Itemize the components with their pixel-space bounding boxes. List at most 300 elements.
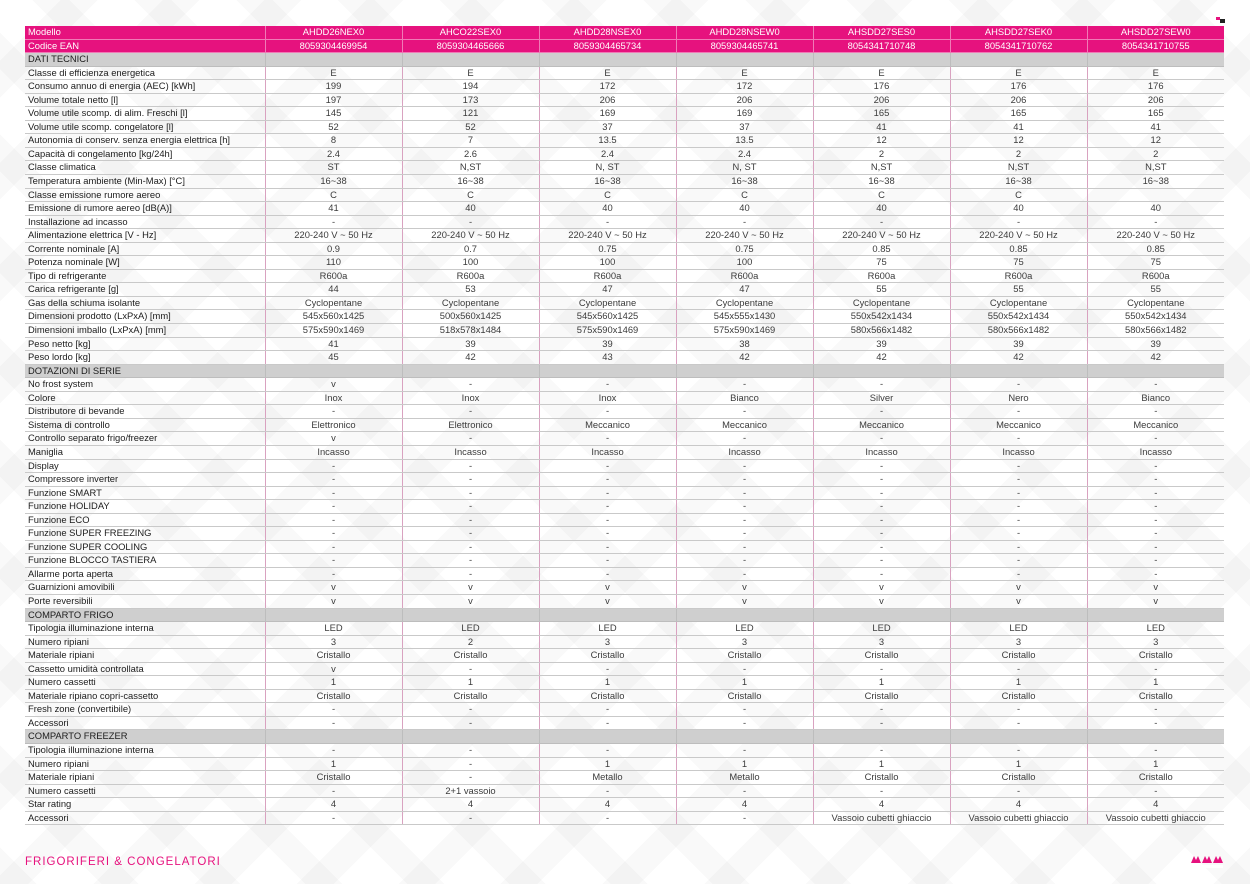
table-cell: - [1087,703,1224,717]
table-cell: v [813,581,950,595]
table-cell: - [813,743,950,757]
table-row [25,93,1224,107]
table-cell: 199 [265,80,402,94]
table-cell: v [676,581,813,595]
table-cell: R600a [813,269,950,283]
row-label: Consumo annuo di energia (AEC) [kWh] [25,80,265,94]
table-cell: - [402,215,539,229]
table-cell: - [265,473,402,487]
table-cell: 8059304465734 [539,39,676,53]
table-cell: Vassoio cubetti ghiaccio [1087,811,1224,825]
table-cell: Meccanico [676,418,813,432]
table-cell: - [813,567,950,581]
row-label: Classe emissione rumore aereo [25,188,265,202]
table-cell: - [950,662,1087,676]
table-cell: 550x542x1434 [950,310,1087,324]
table-cell: 165 [813,107,950,121]
table-cell: 55 [1087,283,1224,297]
row-label: COMPARTO FRIGO [25,608,265,622]
table-cell: - [265,527,402,541]
table-cell: - [1087,540,1224,554]
table-cell: 40 [1087,202,1224,216]
row-label: Dimensioni prodotto (LxPxA) [mm] [25,310,265,324]
table-cell: Cristallo [676,649,813,663]
table-row [25,134,1224,148]
table-cell: Cyclopentane [539,296,676,310]
table-cell [265,364,402,378]
table-cell: - [265,567,402,581]
table-row [25,500,1224,514]
table-row [25,662,1224,676]
table-cell: E [265,66,402,80]
table-cell [539,53,676,67]
table-cell: 220-240 V ~ 50 Hz [813,229,950,243]
table-cell: - [676,459,813,473]
table-cell: 176 [1087,80,1224,94]
row-label: Distributore di bevande [25,405,265,419]
table-cell: 42 [950,351,1087,365]
table-cell [950,364,1087,378]
table-cell: Vassoio cubetti ghiaccio [950,811,1087,825]
table-cell: 4 [950,798,1087,812]
table-cell: - [813,486,950,500]
table-cell: 12 [813,134,950,148]
table-cell: - [265,743,402,757]
table-cell: 2.6 [402,147,539,161]
table-row [25,310,1224,324]
table-cell: AHCO22SEX0 [402,26,539,39]
row-label: Classe di efficienza energetica [25,66,265,80]
table-cell: 172 [539,80,676,94]
table-cell [402,53,539,67]
section-header-row [25,364,1224,378]
table-cell: 194 [402,80,539,94]
table-cell: v [950,594,1087,608]
table-cell: - [402,567,539,581]
table-cell: - [950,459,1087,473]
table-cell: 13.5 [676,134,813,148]
table-cell: 176 [950,80,1087,94]
table-cell: - [676,378,813,392]
table-cell: 16~38 [265,175,402,189]
table-cell: R600a [402,269,539,283]
table-cell [950,608,1087,622]
table-cell: Cristallo [402,649,539,663]
table-cell: C [402,188,539,202]
table-cell: Elettronico [265,418,402,432]
table-cell: - [950,716,1087,730]
table-row [25,418,1224,432]
table-cell [676,364,813,378]
table-cell: - [813,554,950,568]
table-cell: 206 [1087,93,1224,107]
table-cell: - [676,473,813,487]
table-cell: 47 [676,283,813,297]
table-cell: 3 [539,635,676,649]
row-label: Dimensioni imballo (LxPxA) [mm] [25,324,265,338]
table-cell: - [813,662,950,676]
table-cell: - [813,500,950,514]
table-cell: - [950,473,1087,487]
table-cell: - [1087,527,1224,541]
table-cell: - [1087,662,1224,676]
table-cell: - [539,473,676,487]
table-row [25,215,1224,229]
table-cell: - [539,554,676,568]
table-cell: AHSDD27SEW0 [1087,26,1224,39]
table-cell: 2.4 [265,147,402,161]
row-label: Materiale ripiani [25,649,265,663]
table-cell: - [950,432,1087,446]
table-cell: - [676,743,813,757]
table-cell: - [265,500,402,514]
table-row [25,378,1224,392]
table-cell: - [265,215,402,229]
table-cell: E [813,66,950,80]
table-cell [676,730,813,744]
table-cell: - [402,743,539,757]
table-cell [265,730,402,744]
table-cell: 2 [1087,147,1224,161]
table-cell: - [402,473,539,487]
row-label: Materiale ripiano copri-cassetto [25,689,265,703]
table-cell: 1 [265,676,402,690]
table-cell: - [950,743,1087,757]
table-cell: 550x542x1434 [813,310,950,324]
table-cell [402,730,539,744]
table-cell: E [539,66,676,80]
table-row [25,337,1224,351]
table-cell: 2+1 vassoio [402,784,539,798]
table-cell [1087,53,1224,67]
table-cell: 52 [265,120,402,134]
table-cell: 8054341710748 [813,39,950,53]
table-cell: - [676,703,813,717]
table-cell: v [539,581,676,595]
table-cell: v [539,594,676,608]
table-cell: 55 [950,283,1087,297]
table-cell: - [539,784,676,798]
table-cell: Metallo [539,771,676,785]
table-cell: 121 [402,107,539,121]
table-cell: 42 [1087,351,1224,365]
table-cell: LED [813,622,950,636]
table-cell: - [676,784,813,798]
table-row [25,391,1224,405]
table-row [25,649,1224,663]
table-cell: C [676,188,813,202]
table-cell: 3 [676,635,813,649]
table-cell: 16~38 [402,175,539,189]
table-row [25,486,1224,500]
table-cell: Bianco [1087,391,1224,405]
table-cell: 206 [676,93,813,107]
table-cell: Meccanico [1087,418,1224,432]
table-cell: 220-240 V ~ 50 Hz [950,229,1087,243]
row-label: DATI TECNICI [25,53,265,67]
table-cell: C [813,188,950,202]
table-cell: 500x560x1425 [402,310,539,324]
table-cell [813,730,950,744]
table-cell: - [1087,432,1224,446]
table-cell: 75 [950,256,1087,270]
row-label: DOTAZIONI DI SERIE [25,364,265,378]
table-cell: - [265,513,402,527]
table-cell: 0.9 [265,242,402,256]
table-cell: Cristallo [950,649,1087,663]
row-label: Funzione BLOCCO TASTIERA [25,554,265,568]
row-label: Compressore inverter [25,473,265,487]
table-cell: - [813,432,950,446]
table-cell: 220-240 V ~ 50 Hz [676,229,813,243]
table-cell: 165 [1087,107,1224,121]
table-cell: AHDD28NSEX0 [539,26,676,39]
table-row [25,594,1224,608]
row-label: Autonomia di conserv. senza energia elettrica [h] [25,134,265,148]
table-cell: - [676,500,813,514]
table-cell: 8059304465666 [402,39,539,53]
table-cell: v [676,594,813,608]
table-cell: 165 [950,107,1087,121]
table-cell: Cyclopentane [1087,296,1224,310]
table-cell: Cristallo [813,771,950,785]
table-cell: 38 [676,337,813,351]
table-cell: 3 [1087,635,1224,649]
table-cell: 1 [950,757,1087,771]
table-cell: Inox [402,391,539,405]
table-cell: Silver [813,391,950,405]
table-row [25,635,1224,649]
table-row [25,527,1224,541]
table-cell: - [265,784,402,798]
table-cell: N,ST [1087,161,1224,175]
table-cell: 16~38 [539,175,676,189]
table-row [25,743,1224,757]
table-cell: v [402,581,539,595]
table-cell: - [950,554,1087,568]
table-cell: 37 [539,120,676,134]
table-cell: 206 [950,93,1087,107]
table-cell: - [402,716,539,730]
row-label: Emissione di rumore aereo [dB(A)] [25,202,265,216]
table-cell: 7 [402,134,539,148]
row-label: Funzione HOLIDAY [25,500,265,514]
table-cell: - [539,513,676,527]
table-cell: 173 [402,93,539,107]
brand-logo-icon [1190,851,1224,869]
table-cell: 41 [265,202,402,216]
table-cell: - [676,540,813,554]
table-cell: C [950,188,1087,202]
table-row [25,324,1224,338]
table-cell: R600a [950,269,1087,283]
table-cell: Inox [539,391,676,405]
table-cell: 518x578x1484 [402,324,539,338]
row-label: Corrente nominale [A] [25,242,265,256]
table-row [25,567,1224,581]
table-cell [402,364,539,378]
table-cell: R600a [265,269,402,283]
row-label: Tipologia illuminazione interna [25,622,265,636]
row-label: Allarme porta aperta [25,567,265,581]
row-label: Funzione ECO [25,513,265,527]
table-cell: - [813,513,950,527]
row-label: Capacità di congelamento [kg/24h] [25,147,265,161]
table-cell: 169 [539,107,676,121]
table-cell: v [1087,581,1224,595]
row-label: Installazione ad incasso [25,215,265,229]
table-cell: Cyclopentane [950,296,1087,310]
table-cell: 0.85 [1087,242,1224,256]
table-row [25,432,1224,446]
row-label: Display [25,459,265,473]
table-cell: 1 [813,676,950,690]
footer-title: FRIGORIFERI & CONGELATORI [25,856,221,868]
table-cell: - [402,378,539,392]
table-cell: Incasso [676,445,813,459]
table-cell: - [402,405,539,419]
table-cell: - [539,662,676,676]
table-cell: 75 [813,256,950,270]
table-cell: - [539,486,676,500]
row-label: Fresh zone (convertibile) [25,703,265,717]
table-cell: 100 [539,256,676,270]
table-cell: 206 [539,93,676,107]
table-cell: N,ST [402,161,539,175]
table-row [25,703,1224,717]
table-cell: - [813,405,950,419]
table-cell: Cristallo [813,649,950,663]
table-cell: - [539,811,676,825]
table-cell: N, ST [676,161,813,175]
table-row [25,188,1224,202]
row-label: Numero ripiani [25,757,265,771]
table-cell: - [402,554,539,568]
table-cell: 1 [950,676,1087,690]
table-cell [676,53,813,67]
table-cell [676,608,813,622]
table-cell: - [402,486,539,500]
table-cell: 100 [402,256,539,270]
table-cell: - [402,432,539,446]
table-cell: AHSDD27SEK0 [950,26,1087,39]
row-label: Controllo separato frigo/freezer [25,432,265,446]
table-cell: Cristallo [265,771,402,785]
table-cell: Bianco [676,391,813,405]
table-cell: 41 [813,120,950,134]
row-label: Peso lordo [kg] [25,351,265,365]
row-label: Funzione SUPER FREEZING [25,527,265,541]
row-label: Classe climatica [25,161,265,175]
table-cell: - [402,757,539,771]
table-cell: 220-240 V ~ 50 Hz [402,229,539,243]
table-cell: - [539,527,676,541]
table-row [25,716,1224,730]
table-cell: N,ST [813,161,950,175]
row-label: Peso netto [kg] [25,337,265,351]
table-cell: 2 [813,147,950,161]
table-cell: v [265,432,402,446]
table-cell: Meccanico [813,418,950,432]
table-cell: - [402,771,539,785]
table-cell: 42 [813,351,950,365]
table-cell: Vassoio cubetti ghiaccio [813,811,950,825]
table-row [25,147,1224,161]
table-cell: - [950,486,1087,500]
table-cell: - [539,500,676,514]
table-cell: Cristallo [1087,771,1224,785]
table-cell: - [402,459,539,473]
table-cell: 2.4 [676,147,813,161]
table-cell: v [1087,594,1224,608]
table-cell: 575x590x1469 [676,324,813,338]
table-cell: - [1087,513,1224,527]
table-cell: 176 [813,80,950,94]
table-cell [1087,364,1224,378]
table-cell: 1 [402,676,539,690]
table-row [25,622,1224,636]
table-cell: 40 [402,202,539,216]
row-label: Porte reversibili [25,594,265,608]
table-cell: - [1087,378,1224,392]
table-cell: 110 [265,256,402,270]
table-cell: - [1087,215,1224,229]
table-cell: N, ST [539,161,676,175]
table-cell: - [813,473,950,487]
table-cell: 220-240 V ~ 50 Hz [265,229,402,243]
table-cell: 580x566x1482 [1087,324,1224,338]
row-label: Numero cassetti [25,676,265,690]
table-cell: Cyclopentane [265,296,402,310]
table-cell: - [676,513,813,527]
table-cell [539,730,676,744]
table-cell: - [539,215,676,229]
table-cell: - [1087,743,1224,757]
table-cell: 41 [950,120,1087,134]
table-cell: 16~38 [950,175,1087,189]
table-cell: 40 [950,202,1087,216]
table-row [25,784,1224,798]
row-label: Maniglia [25,445,265,459]
table-cell: - [402,540,539,554]
table-cell: 545x555x1430 [676,310,813,324]
table-cell: - [1087,459,1224,473]
table-cell: - [1087,486,1224,500]
table-cell: - [950,527,1087,541]
table-cell: - [539,540,676,554]
table-cell: 40 [676,202,813,216]
table-cell: 580x566x1482 [813,324,950,338]
table-cell: 16~38 [1087,175,1224,189]
table-cell: - [813,540,950,554]
row-label: Colore [25,391,265,405]
row-label: Alimentazione elettrica [V - Hz] [25,229,265,243]
table-cell: - [813,459,950,473]
table-cell: - [813,716,950,730]
table-cell: AHDD28NSEW0 [676,26,813,39]
table-cell: LED [950,622,1087,636]
table-cell: C [539,188,676,202]
table-row [25,459,1224,473]
table-cell: - [539,567,676,581]
table-cell: 3 [813,635,950,649]
table-cell: - [950,513,1087,527]
table-cell: LED [676,622,813,636]
table-cell: - [676,527,813,541]
table-cell: Incasso [813,445,950,459]
table-row [25,771,1224,785]
table-cell: - [1087,567,1224,581]
